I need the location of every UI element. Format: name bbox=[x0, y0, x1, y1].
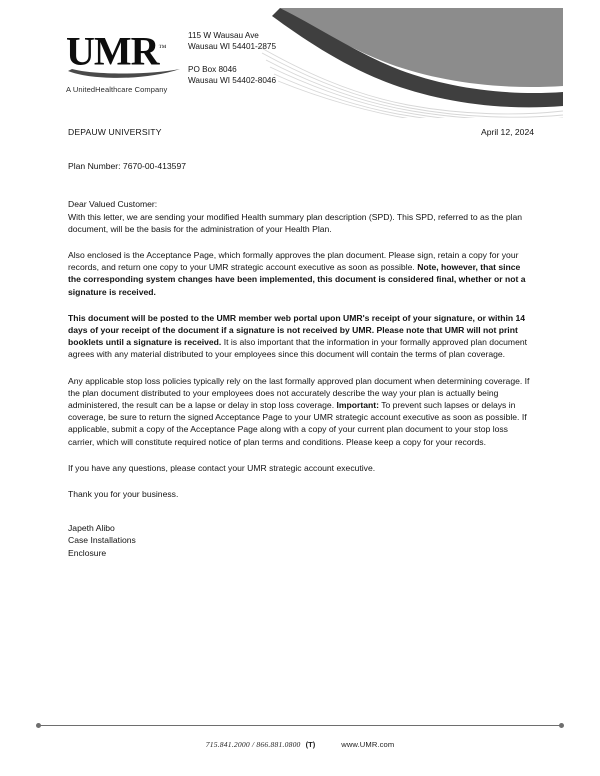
street-line-1: 115 W Wausau Ave bbox=[188, 31, 259, 40]
paragraph-4-tail: To prevent such lapses or delays in coverage, be sure to return the signed Acceptance Page to your UMR strategic account executive as soon as possible. If applicable, submit a copy of the Acceptance Page along with a copy of your current plan document to your stop loss carrier, which will constitute required notice of plan terms and conditions. Please keep a copy for your records. bbox=[68, 400, 527, 447]
street-line-2: Wausau WI 54401-2875 bbox=[188, 42, 276, 52]
letterhead bbox=[0, 0, 600, 118]
po-line-2: Wausau WI 54402-8046 bbox=[188, 76, 276, 86]
logo-swoosh-icon bbox=[68, 69, 180, 81]
paragraph-6: Thank you for your business. bbox=[68, 489, 179, 500]
paragraph-2-emphasis: Note, however, that since the corresponding system changes have been implemented, this document is considered final, whether or not a signature is received. bbox=[68, 262, 526, 297]
plan-number: Plan Number: 7670-00-413597 bbox=[68, 161, 187, 172]
paragraph-1: With this letter, we are sending your modified Health summary plan description (SPD). This SPD, referred to as the plan document, will be the basis for the administration of your Health Plan. bbox=[68, 211, 523, 234]
paragraph-3-emphasis: This document will be posted to the UMR member web portal upon UMR's receipt of your signature, or within 14 days of your receipt of the document if a signature is not received by UMR. Please note that UMR will not print booklets until a signature is received. bbox=[68, 312, 526, 348]
divider-line bbox=[39, 725, 561, 726]
return-address bbox=[188, 30, 276, 87]
footer-phone-type: (T) bbox=[305, 740, 316, 749]
page-footer bbox=[0, 722, 600, 749]
signature-enclosure: Enclosure bbox=[68, 547, 107, 558]
letter-body bbox=[68, 126, 534, 559]
divider-dot-right-icon bbox=[559, 723, 564, 728]
trademark-icon: ™ bbox=[158, 43, 166, 52]
paragraph-3 bbox=[68, 312, 534, 361]
logo-wordmark-text: UMR bbox=[66, 28, 159, 74]
po-box-address bbox=[188, 64, 276, 87]
letter-date: April 12, 2024 bbox=[480, 127, 534, 137]
umr-logo bbox=[66, 28, 186, 94]
logo-wordmark bbox=[66, 28, 184, 74]
paragraph-2 bbox=[68, 249, 534, 298]
logo-tagline: A UnitedHealthcare Company bbox=[66, 85, 168, 94]
footer-divider bbox=[36, 722, 564, 728]
salutation: Dear Valued Customer: bbox=[68, 199, 158, 210]
signature-title: Case Installations bbox=[68, 535, 136, 546]
paragraph-4-emphasis: Important: bbox=[336, 400, 379, 411]
paragraph-4-lead: Any applicable stop loss policies typically rely on the last formally approved plan document when determining coverage. If the plan document distributed to your employees does not accurately describe the way your plan is actually being administered, the result can be a lapse or delay in stop loss coverage. bbox=[68, 375, 530, 411]
logo-mark bbox=[66, 28, 184, 76]
signature-name: Japeth Alibo bbox=[68, 523, 115, 534]
paragraph-5: If you have any questions, please contact your UMR strategic account executive. bbox=[68, 462, 376, 473]
footer-website[interactable]: www.UMR.com bbox=[341, 740, 395, 749]
swoosh-graphic bbox=[250, 8, 600, 118]
paragraph-2-text: Also enclosed is the Acceptance Page, which formally approves the plan document. Please sign, retain a copy for your records, and return one copy to your UMR strategic account executive as soon as possible. bbox=[68, 250, 519, 273]
signature-spacer bbox=[68, 500, 534, 522]
footer-contact bbox=[0, 740, 600, 749]
paragraph-3-text: It is also important that the information in your formally approved plan document agrees with any material distributed to your employees since this document will contain the terms of plan coverage. bbox=[68, 337, 528, 360]
recipient-name: DEPAUW UNIVERSITY bbox=[68, 127, 162, 137]
recipient-date-row bbox=[68, 126, 534, 138]
footer-phone: 715.841.2000 / 866.881.0800 bbox=[205, 740, 301, 749]
street-address bbox=[188, 30, 276, 53]
po-line-1: PO Box 8046 bbox=[188, 64, 237, 74]
signature-block bbox=[68, 522, 534, 559]
paragraph-4 bbox=[68, 375, 534, 448]
